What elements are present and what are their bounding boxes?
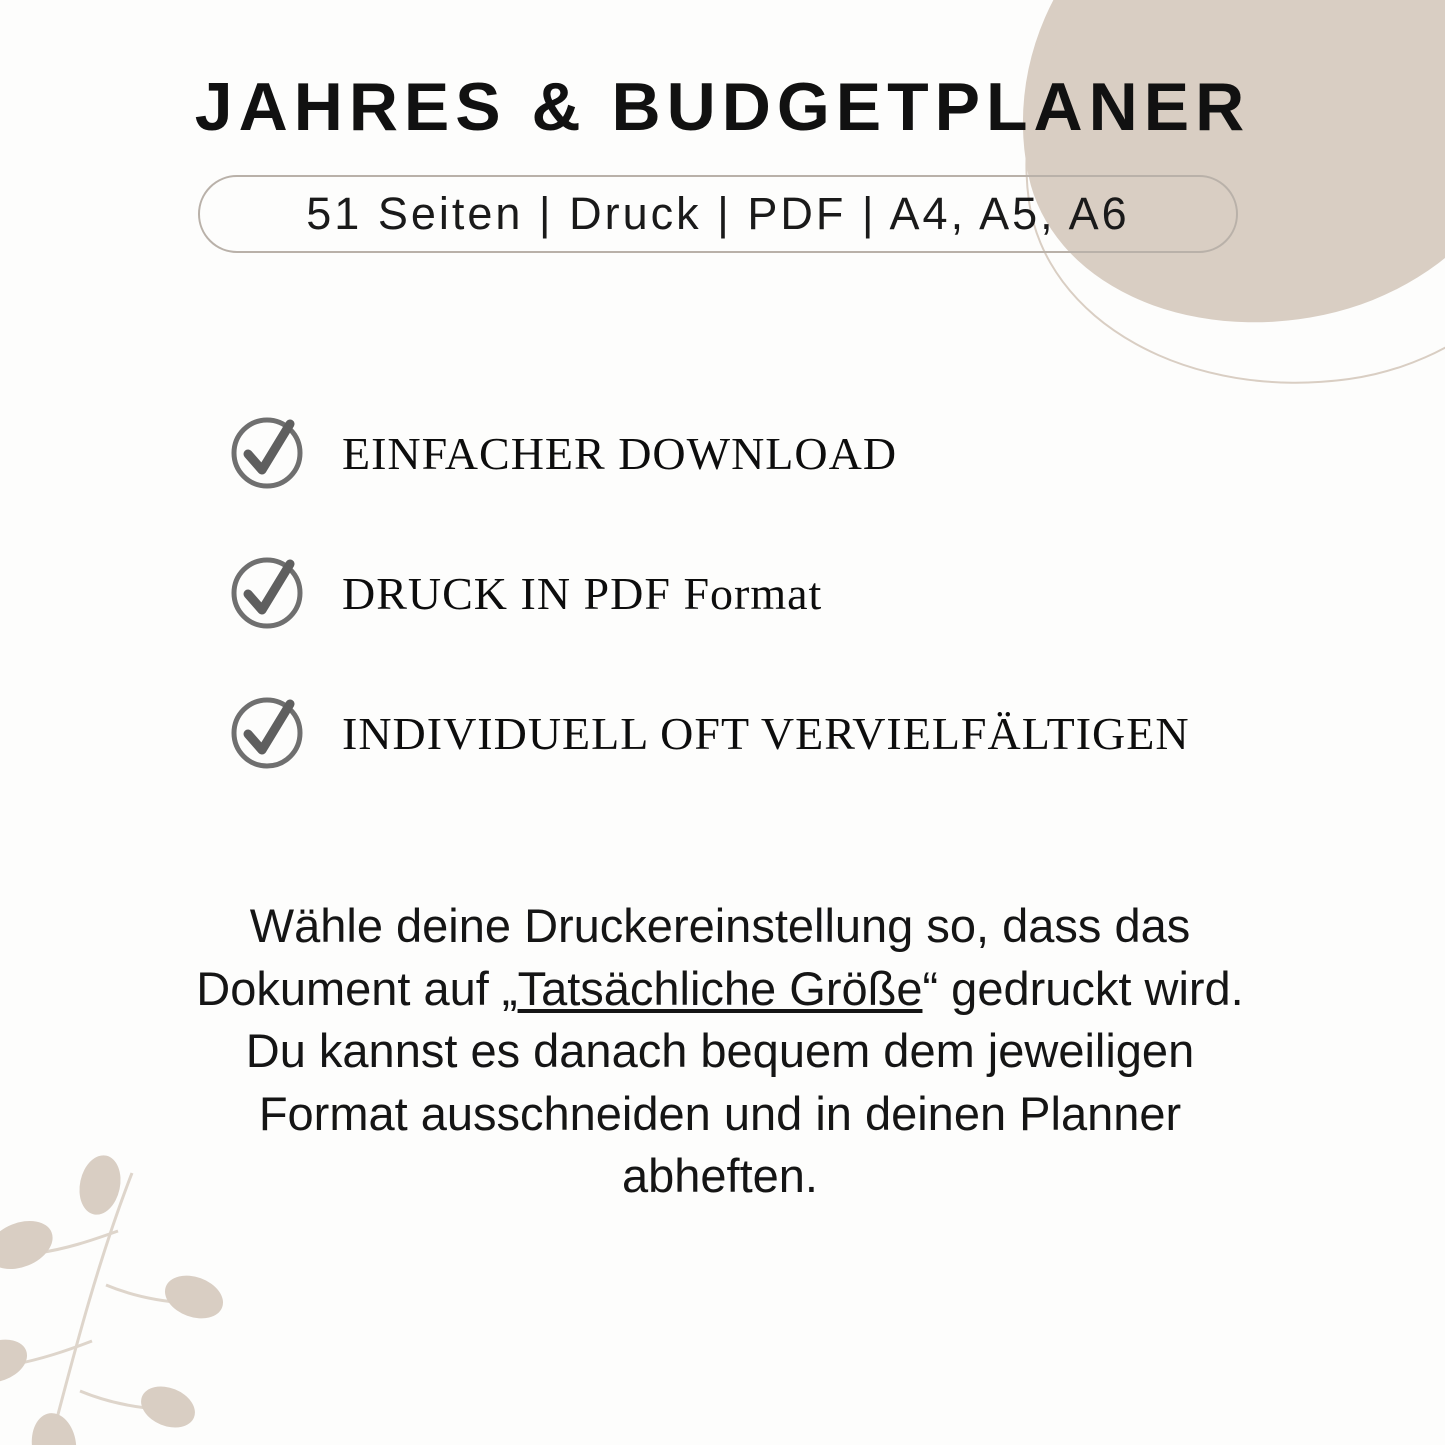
specs-text: 51 Seiten | Druck | PDF | A4, A5, A6 xyxy=(306,188,1130,239)
list-item xyxy=(228,410,1238,496)
list-item xyxy=(228,550,1238,636)
instructions-part-1: Wähle deine Druckereinstellung so, dass das Dokument auf „ xyxy=(196,899,1191,1015)
instructions-paragraph xyxy=(175,895,1265,1208)
instructions-emphasis: Tatsächliche Größe xyxy=(517,961,923,1015)
list-item-label: EINFACHER DOWNLOAD xyxy=(342,427,898,479)
check-circle-icon xyxy=(228,554,306,632)
list-item-label: DRUCK IN PDF Format xyxy=(342,567,823,619)
list-item-label: INDIVIDUELL OFT VERVIELFÄLTIGEN xyxy=(342,707,1190,759)
instructions-part-2: “ gedruckt wird. Du kannst es danach bequem dem jeweiligen Format ausschneiden und in deinen Planner abheften. xyxy=(245,961,1244,1202)
check-circle-icon xyxy=(228,694,306,772)
page-title: JAHRES & BUDGETPLANER xyxy=(194,69,1251,145)
specs-pill xyxy=(198,175,1238,253)
check-circle-icon xyxy=(228,414,306,492)
feature-list xyxy=(228,410,1238,830)
list-item xyxy=(228,690,1238,776)
